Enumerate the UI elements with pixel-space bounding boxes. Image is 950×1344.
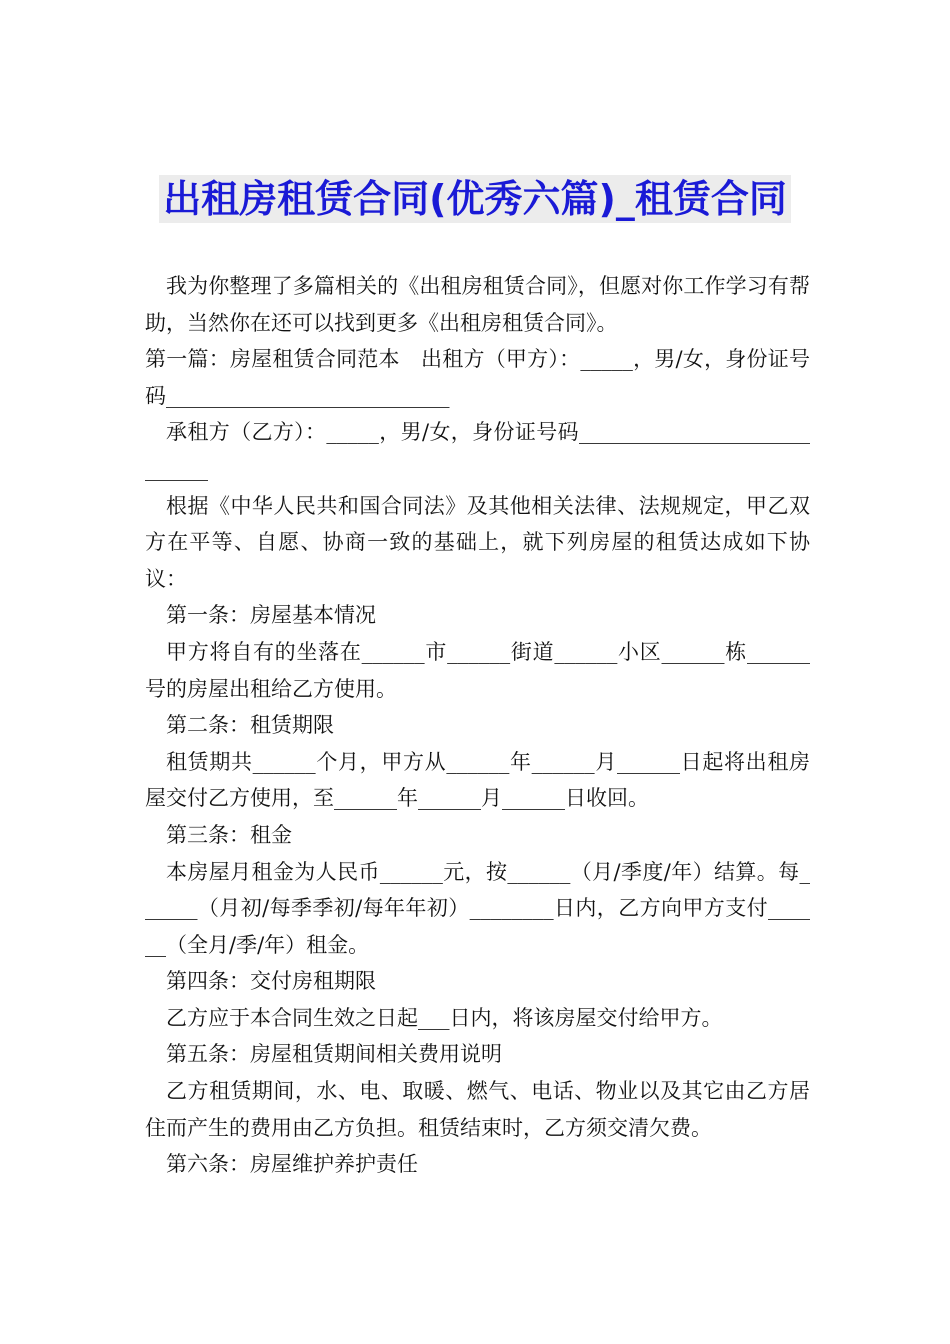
article-1-heading: 第一条：房屋基本情况 [166,603,376,628]
paragraph-preamble: 根据《中华人民共和国合同法》及其他相关法律、法规规定，甲乙双方在平等、自愿、协商一致的基础上，就下列房屋的租赁达成如下协议： [145,493,810,591]
paragraph-intro: 我为你整理了多篇相关的《出租房租赁合同》，但愿对你工作学习有帮助，当然你在还可以找到更多《出租房租赁合同》。 [145,274,810,335]
article-6-heading: 第六条：房屋维护养护责任 [166,1152,418,1177]
article-5-body: 乙方租赁期间，水、电、取暖、燃气、电话、物业以及其它由乙方居住而产生的费用由乙方负担。租赁结束时，乙方须交清欠费。 [145,1079,810,1140]
article-4-body: 乙方应于本合同生效之日起___日内，将该房屋交付给甲方。 [166,1005,723,1030]
article-5-heading: 第五条：房屋租赁期间相关费用说明 [166,1042,502,1067]
article-2-heading: 第二条：租赁期限 [166,713,334,738]
paragraph-lessee: 承租方（乙方）：_____，男/女，身份证号码____________________________ [145,420,810,481]
document-title: 出租房租赁合同(优秀六篇)_租赁合同 [159,175,791,223]
document-body [145,268,810,1183]
title-container [0,175,950,223]
article-4-heading: 第四条：交付房租期限 [166,969,376,994]
article-3-heading: 第三条：租金 [166,822,292,847]
article-3-body: 本房屋月租金为人民币______元，按______（月/季度/年）结算。每______（月初/每季季初/每年年初）________日内，乙方向甲方支付______（全月/季/年）租金。 [145,859,810,957]
article-2-body: 租赁期共______个月，甲方从______年______月______日起将出租房屋交付乙方使用，至______年______月______日收回。 [145,749,810,811]
paragraph-lessor: 第一篇：房屋租赁合同范本 出租方（甲方）：_____，男/女，身份证号码___________________________ [145,347,810,408]
article-1-body: 甲方将自有的坐落在______市______街道______小区______栋______号的房屋出租给乙方使用。 [145,639,810,701]
